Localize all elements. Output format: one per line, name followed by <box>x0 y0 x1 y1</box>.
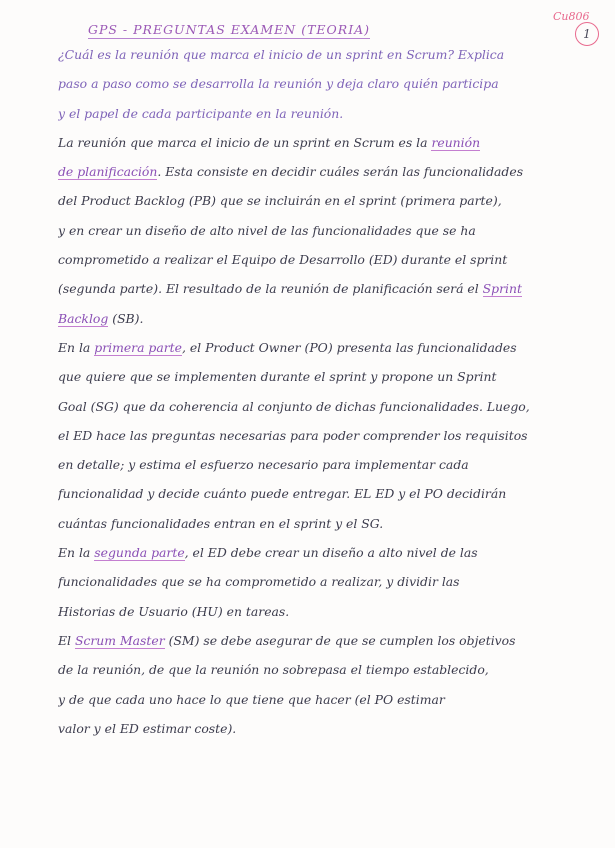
corner-mark: Cu806 <box>553 10 590 23</box>
handwritten-body <box>58 40 606 743</box>
answer-line <box>58 216 606 245</box>
answer-line <box>58 567 606 596</box>
text-segment: . Esta consiste en decidir cuáles serán las funcionalidades <box>157 164 524 180</box>
text-segment: cuántas funcionalidades entran en el sprint y el SG. <box>58 515 384 531</box>
text-segment: del Product Backlog (PB) que se incluirán en el sprint (primera parte), <box>58 193 502 209</box>
answer-line <box>58 509 606 538</box>
text-segment: y el papel de cada participante en la reunión. <box>58 105 344 121</box>
answer-line <box>58 392 606 421</box>
text-segment: La reunión que marca el inicio de un sprint en Scrum es la <box>58 134 432 150</box>
text-segment: funcionalidades que se ha comprometido a realizar, y dividir las <box>58 574 460 590</box>
text-segment: , el Product Owner (PO) presenta las funcionalidades <box>181 339 517 355</box>
answer-line <box>58 450 606 479</box>
answer-line <box>58 479 606 508</box>
answer-line <box>58 245 606 274</box>
answer-line <box>58 362 606 391</box>
answer-line <box>58 655 606 684</box>
text-segment: y en crear un diseño de alto nivel de las funcionalidades que se ha <box>58 222 476 238</box>
answer-line <box>58 714 606 743</box>
page-title: GPS - PREGUNTAS EXAMEN (TEORIA) <box>88 22 371 37</box>
answer-line <box>58 333 606 362</box>
highlighted-term: primera parte <box>94 339 182 355</box>
text-segment: En la <box>58 339 95 355</box>
highlighted-term: Backlog <box>58 310 109 326</box>
highlighted-term: Sprint <box>482 281 522 297</box>
question-line <box>58 69 606 98</box>
text-segment: el ED hace las preguntas necesarias para poder comprender los requisitos <box>58 427 528 443</box>
text-segment: , el ED debe crear un diseño a alto nivel de las <box>184 545 478 561</box>
text-segment: paso a paso como se desarrolla la reunión y deja claro quién participa <box>58 76 499 92</box>
answer-line <box>58 157 606 186</box>
question-line <box>58 40 606 69</box>
text-segment: Historias de Usuario (HU) en tareas. <box>58 603 290 619</box>
text-segment: y de que cada uno hace lo que tiene que hacer (el PO estimar <box>58 691 445 707</box>
text-segment: En la <box>58 545 95 561</box>
question-line <box>58 99 606 128</box>
answer-line <box>58 597 606 626</box>
text-segment: valor y el ED estimar coste). <box>58 720 237 736</box>
page-number-circle: 1 <box>575 22 599 46</box>
text-segment: de la reunión, de que la reunión no sobrepasa el tiempo establecido, <box>58 662 489 678</box>
answer-line <box>58 128 606 157</box>
answer-line <box>58 685 606 714</box>
answer-line <box>58 186 606 215</box>
text-segment: (SM) se debe asegurar de que se cumplen los objetivos <box>164 632 516 648</box>
highlighted-term: de planificación <box>58 164 158 180</box>
answer-line <box>58 421 606 450</box>
highlighted-term: reunión <box>431 134 481 150</box>
text-segment: Goal (SG) que da coherencia al conjunto de dichas funcionalidades. Luego, <box>58 398 530 414</box>
text-segment: El <box>58 632 75 648</box>
text-segment: (segunda parte). El resultado de la reunión de planificación será el <box>58 281 483 297</box>
answer-line <box>58 304 606 333</box>
answer-line <box>58 274 606 303</box>
text-segment: en detalle; y estima el esfuerzo necesario para implementar cada <box>58 457 469 473</box>
text-segment: que quiere que se implementen durante el sprint y propone un Sprint <box>58 369 497 385</box>
text-segment: (SB). <box>108 310 144 326</box>
text-segment: funcionalidad y decide cuánto puede entregar. EL ED y el PO decidirán <box>58 486 507 502</box>
highlighted-term: segunda parte <box>94 545 185 561</box>
answer-line <box>58 538 606 567</box>
highlighted-term: Scrum Master <box>74 632 165 648</box>
text-segment: comprometido a realizar el Equipo de Desarrollo (ED) durante el sprint <box>58 252 508 268</box>
text-segment: ¿Cuál es la reunión que marca el inicio de un sprint en Scrum? Explica <box>58 47 505 62</box>
answer-line <box>58 626 606 655</box>
